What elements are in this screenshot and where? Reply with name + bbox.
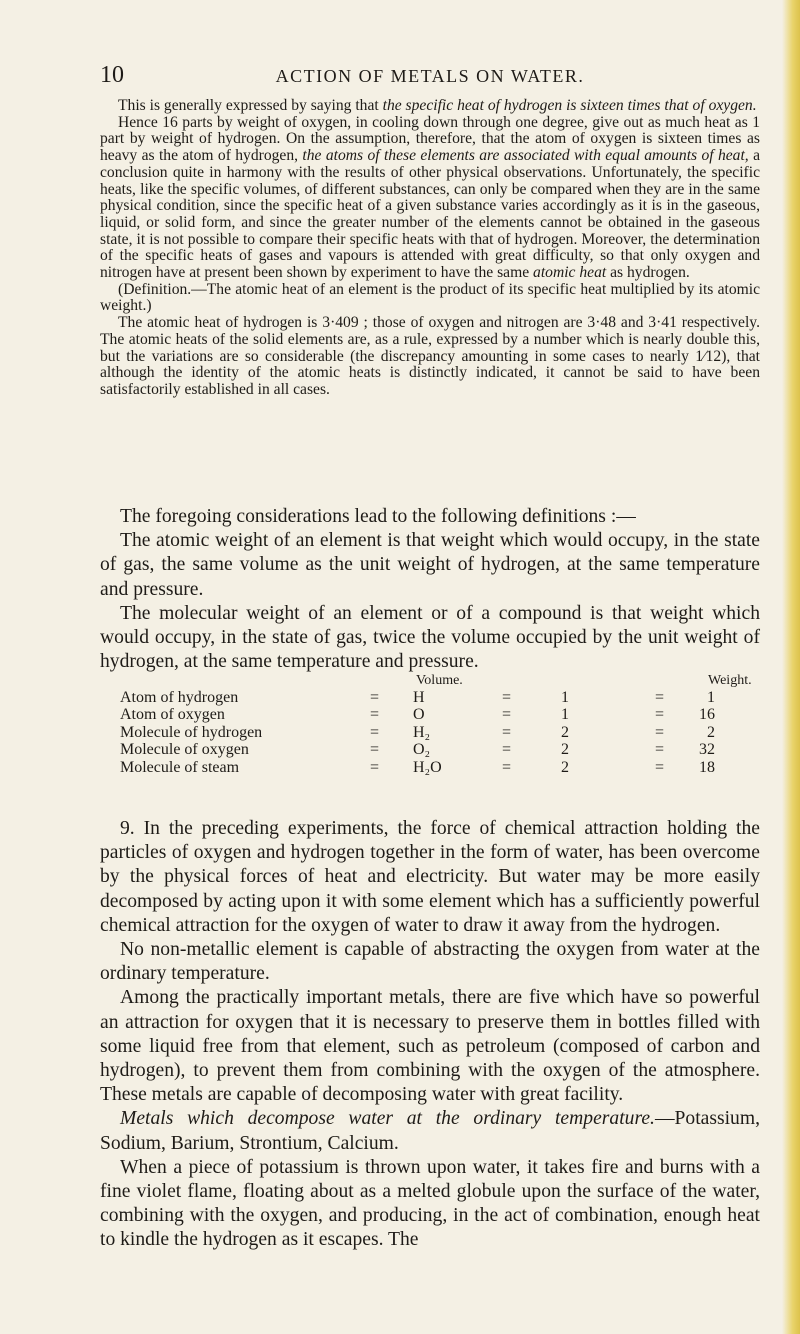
table-cell-formula: H xyxy=(413,689,425,706)
table-cell-name: Molecule of hydrogen xyxy=(120,723,263,741)
table-row xyxy=(120,724,760,741)
table-row xyxy=(120,759,760,776)
equals-sign: = xyxy=(502,706,512,724)
specific-heat-paragraph: This is generally expressed by saying that the specific heat of hydrogen is sixteen times that of oxygen. xyxy=(118,97,757,114)
table-cell-weight: 2 xyxy=(707,723,715,741)
equals-sign: = xyxy=(502,689,512,706)
running-title: ACTION OF METALS ON WATER. xyxy=(275,66,585,86)
equals-sign: = xyxy=(502,741,512,759)
section-9-paragraph: 9. In the preceding experiments, the force of chemical attraction holding the particles of oxygen and hydrogen together in the form of water, has been overcome by the physical forces of heat and electricity. But water may be more easily decomposed by acting upon it with some element which has a sufficiently powerful chemical attraction for the oxygen of water to draw it away from the hydrogen. xyxy=(100,818,760,936)
page-number: 10 xyxy=(100,62,124,88)
equals-sign: = xyxy=(655,689,665,706)
table-cell-formula: H₂O xyxy=(413,758,442,776)
table-cell-name: Atom of oxygen xyxy=(120,706,225,724)
table-row xyxy=(120,689,760,706)
five-metals-paragraph: Among the practically important metals, there are five which have so powerful an attraction for oxygen that it is necessary to preserve them in bottles filled with some liquid free from that element, such as petroleum (composed of carbon and hydrogen), to prevent them from combining with the oxygen of the atmosphere. These metals are capable of decomposing water with great facility. xyxy=(100,987,760,1106)
equals-sign: = xyxy=(370,689,380,706)
atomic-heat-values-paragraph: The atomic heat of hydrogen is 3·409 ; those of oxygen and nitrogen are 3·48 and 3·41 respectively. The atomic heats of the solid elements are, as a rule, expressed by a number which is nearly double this, but the variations are so considerable (the discrepancy amounting in some cases to nearly 1⁄12), that although the identity of the atomic heats is distinctly indicated, it cannot be said to have been satisfactorily established in all cases. xyxy=(100,314,760,398)
table-cell-name: Atom of hydrogen xyxy=(120,689,239,706)
table-cell-volume: 2 xyxy=(561,741,569,759)
metals-list-paragraph: Metals which decompose water at the ordinary temperature.—Potassium, Sodium, Barium, Strontium, Calcium. xyxy=(100,1108,760,1154)
definitions-intro: The foregoing considerations lead to the following definitions :— xyxy=(120,506,636,527)
table-row xyxy=(120,706,760,723)
weight-header: Weight. xyxy=(708,673,752,688)
equals-sign: = xyxy=(370,758,380,776)
equals-sign: = xyxy=(655,741,665,759)
atomic-heat-paragraph: Hence 16 parts by weight of oxygen, in cooling down through one degree, give out as much heat as 1 part by weight of hydrogen. On the assumption, therefore, that the atom of oxygen is sixteen times as heavy as the atom of hydrogen, the atoms of these elements are associated with equal amounts of heat, a conclusion quite in harmony with the results of other physical observations. Unfortunately, the specific heats, like the specific volumes, of different substances, can only be compared when they are in the same physical condition, since the specific heat of a given substance varies accordingly as it is in the gaseous, liquid, or solid form, and since the greater number of the elements cannot be obtained in the gaseous state, it is not possible to compare their specific heats with that of hydrogen. Moreover, the determination of the specific heats of gases and vapours is attended with great difficulty, so that only oxygen and nitrogen have at present been shown by experiment to have the same atomic heat as hydrogen. xyxy=(100,113,761,282)
table-cell-weight: 1 xyxy=(707,689,715,706)
equals-sign: = xyxy=(502,758,512,776)
table-cell-formula: O₂ xyxy=(413,741,431,759)
definition-paragraph: (Definition.—The atomic heat of an element is the product of its specific heat multiplied by its atomic weight.) xyxy=(100,280,760,315)
definitions-section xyxy=(100,505,760,674)
page-edge xyxy=(782,0,800,1334)
equals-sign: = xyxy=(370,741,380,759)
table-cell-volume: 2 xyxy=(561,758,569,776)
table-cell-weight: 32 xyxy=(699,741,715,759)
table-cell-volume: 2 xyxy=(561,723,569,741)
table-cell-volume: 1 xyxy=(561,706,569,724)
table-cell-name: Molecule of steam xyxy=(120,758,240,776)
non-metallic-paragraph: No non-metallic element is capable of abstracting the oxygen from water at the ordinary temperature. xyxy=(100,939,760,985)
table-cell-weight: 18 xyxy=(699,758,715,776)
equals-sign: = xyxy=(370,723,380,741)
small-print-section xyxy=(100,98,760,399)
molecular-weight-definition: The molecular weight of an element or of a compound is that weight which would occupy, in the state of gas, twice the volume occupied by the unit weight of hydrogen, at the same temperature and pressure. xyxy=(100,602,760,673)
table-cell-name: Molecule of oxygen xyxy=(120,741,249,759)
table-cell-formula: O xyxy=(413,706,425,724)
volume-header: Volume. xyxy=(416,673,463,688)
volume-weight-table xyxy=(120,673,760,776)
equals-sign: = xyxy=(370,706,380,724)
potassium-paragraph: When a piece of potassium is thrown upon water, it takes fire and burns with a fine violet flame, floating about as a melted globule upon the surface of the water, combining with the oxygen, and producing, in the act of combination, enough heat to kindle the hydrogen as it escapes. The xyxy=(100,1156,760,1251)
table-cell-formula: H₂ xyxy=(413,723,431,741)
equals-sign: = xyxy=(502,723,512,741)
equals-sign: = xyxy=(655,706,665,724)
body-section xyxy=(100,817,760,1253)
equals-sign: = xyxy=(655,723,665,741)
table-cell-weight: 16 xyxy=(699,706,715,724)
table-header xyxy=(120,673,760,689)
equals-sign: = xyxy=(655,758,665,776)
atomic-weight-definition: The atomic weight of an element is that weight which would occupy, in the state of gas, the same volume as the unit weight of hydrogen, at the same temperature and pressure. xyxy=(100,530,760,600)
table-cell-volume: 1 xyxy=(561,689,569,706)
page-header xyxy=(100,62,760,92)
table-row xyxy=(120,741,760,758)
